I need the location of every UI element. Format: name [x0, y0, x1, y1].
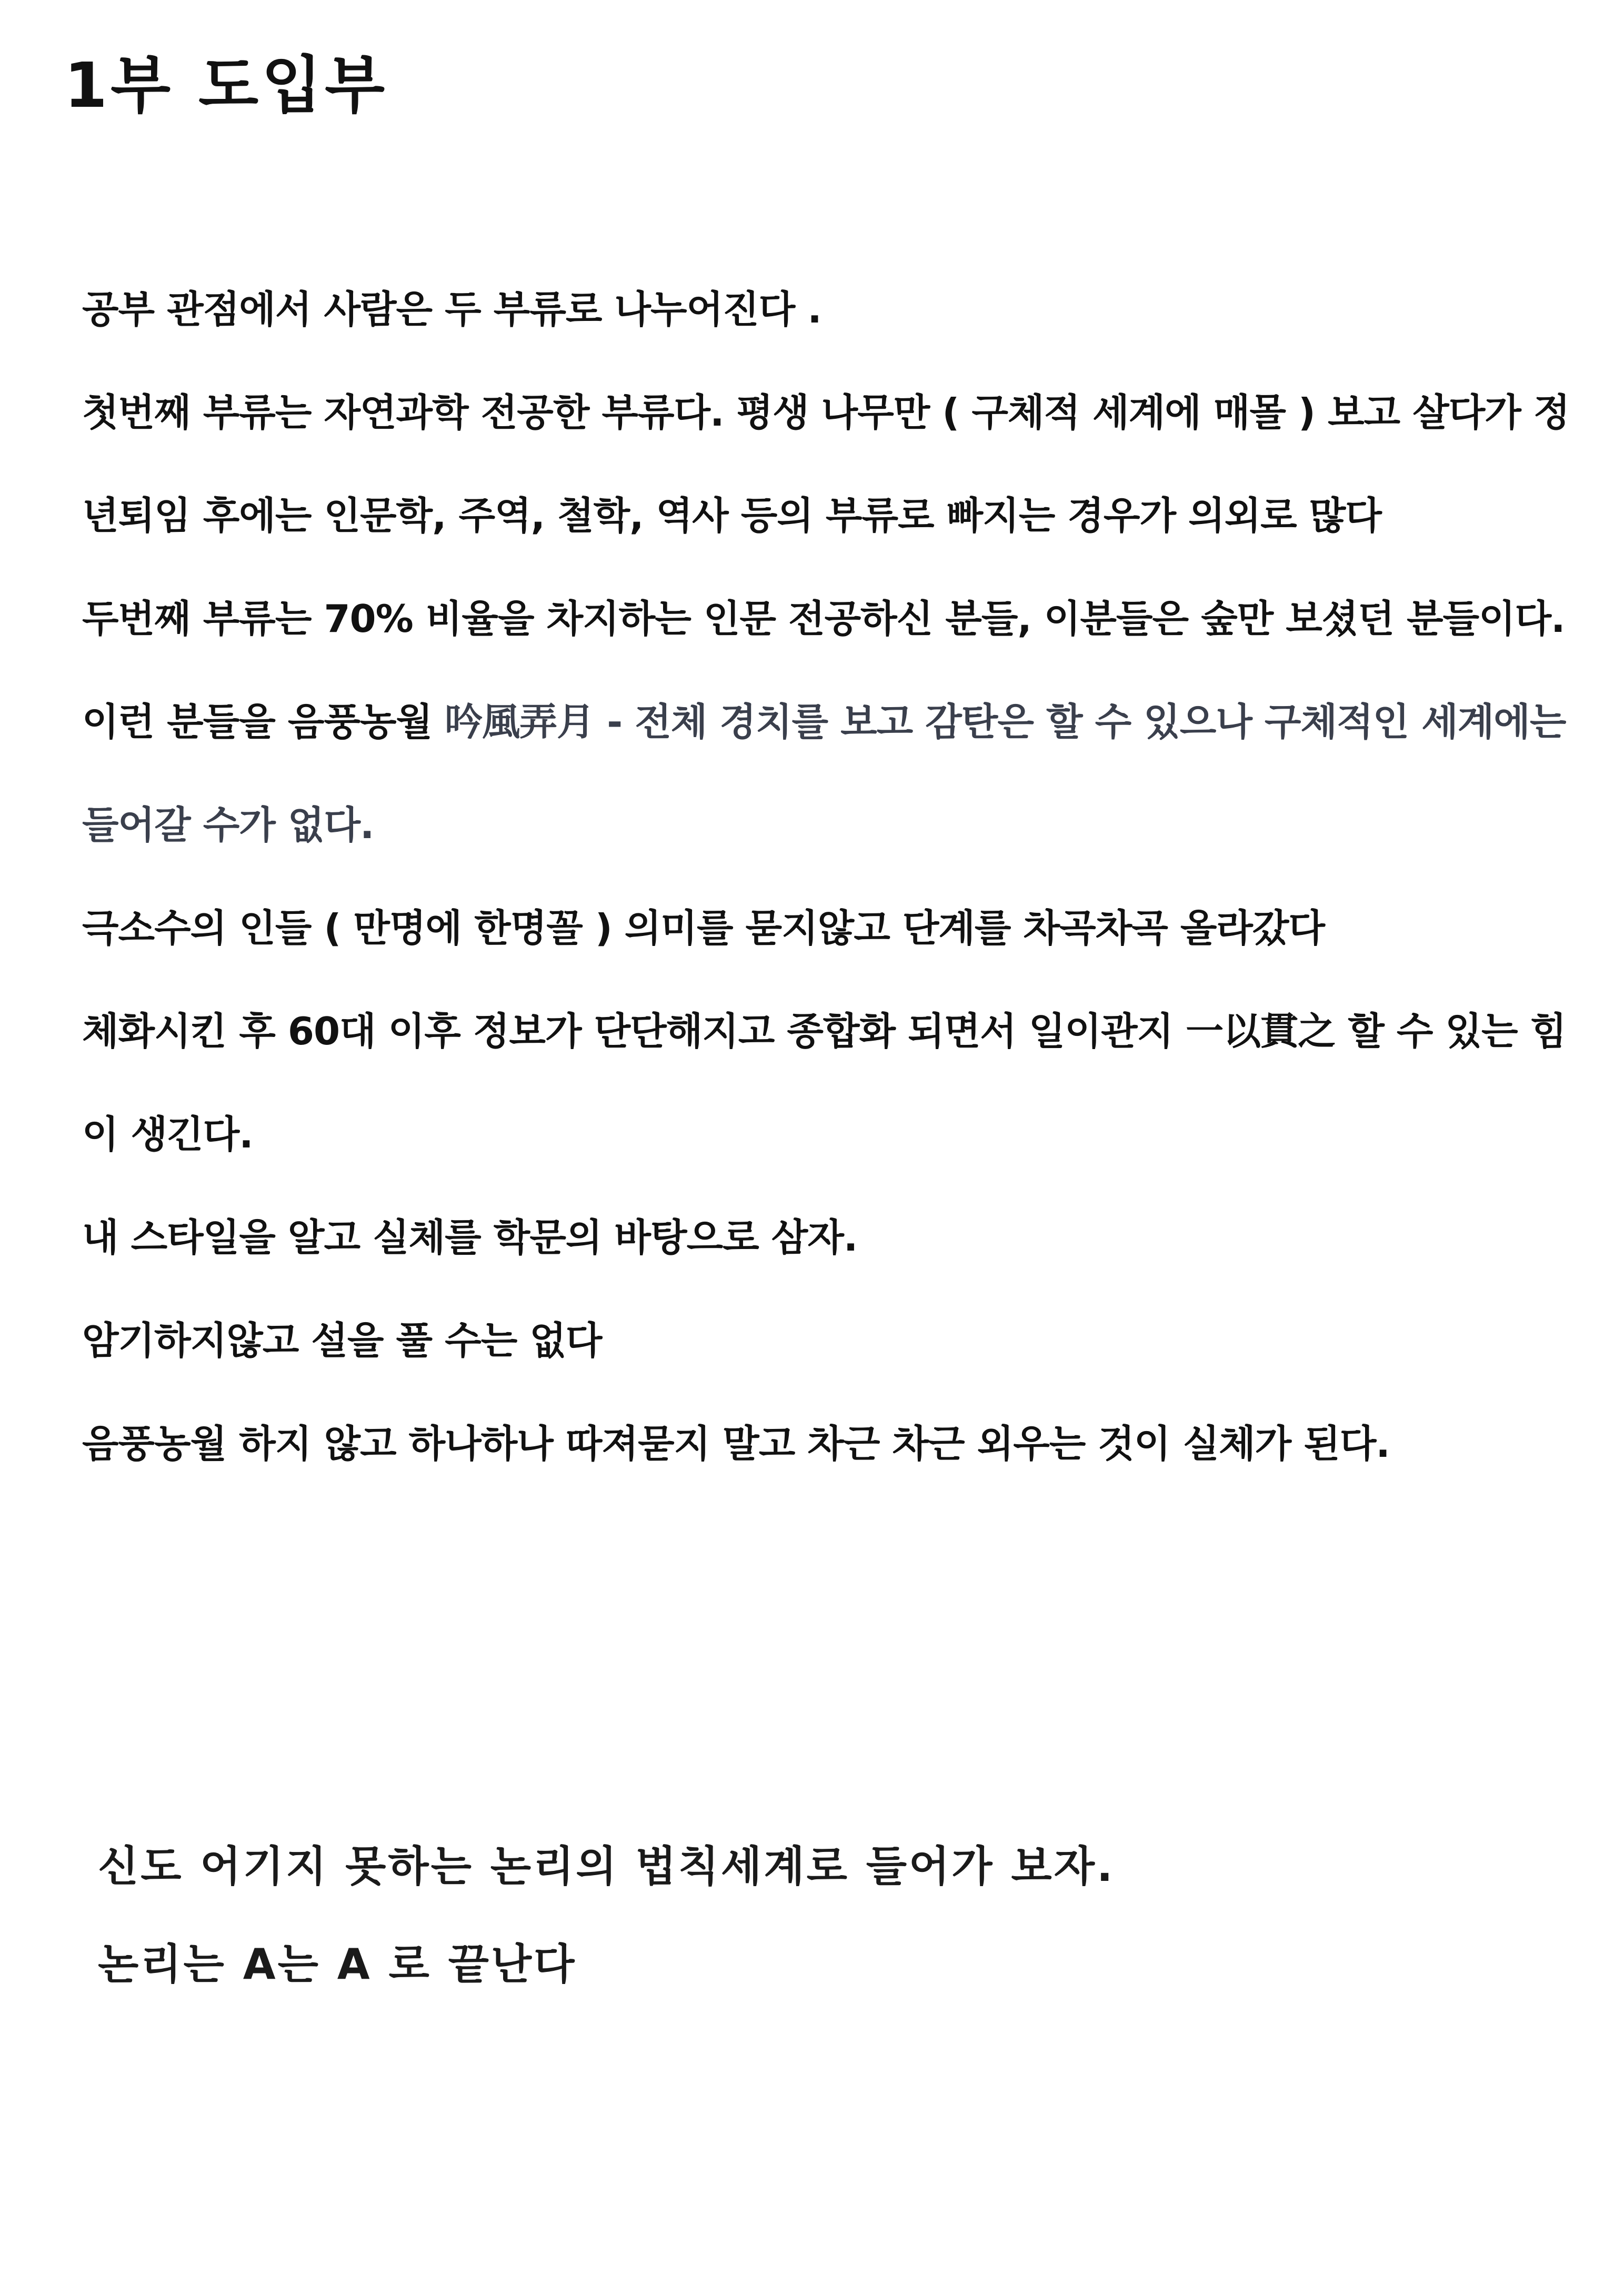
paragraph-line-5-lead: 이런 분들을 음풍농월 — [82, 700, 445, 744]
paragraph-line-6: 들어갈 수가 없다. — [82, 803, 374, 847]
paragraph-line-3: 년퇴임 후에는 인문학, 주역, 철학, 역사 등의 부류로 빠지는 경우가 의외로 많다 — [82, 494, 1381, 538]
paragraph-line-10: 내 스타일을 알고 실체를 학문의 바탕으로 삼자. — [82, 1215, 858, 1260]
paragraph-line-5 — [82, 670, 1587, 773]
closing-line-2: 논리는 A는 A 로 끝난다 — [98, 1940, 577, 1989]
paragraph-line-2: 첫번째 부류는 자연과학 전공한 부류다. 평생 나무만 ( 구체적 세계에 매몰 ) 보고 살다가 정 — [82, 390, 1570, 435]
paragraph-line-7: 극소수의 인들 ( 만명에 한명꼴 ) 의미를 묻지않고 단계를 차곡차곡 올라갔다 — [82, 906, 1325, 950]
paragraph-line-5-accent: 吟風弄月 - 전체 경치를 보고 감탄은 할 수 있으나 구체적인 세계에는 — [445, 700, 1566, 744]
paragraph-line-8: 체화시킨 후 60대 이후 정보가 단단해지고 종합화 되면서 일이관지 一以貫之 할 수 있는 힘 — [82, 1009, 1567, 1053]
body-text — [82, 258, 1587, 1495]
closing-text — [98, 1818, 1571, 2013]
paragraph-line-11: 암기하지않고 설을 풀 수는 없다 — [82, 1318, 602, 1363]
paragraph-line-12: 음풍농월 하지 않고 하나하나 따져묻지 말고 차근 차근 외우는 것이 실체가 된다. — [82, 1422, 1390, 1466]
paragraph-line-4: 두번째 부류는 70% 비율을 차지하는 인문 전공하신 분들, 이분들은 숲만 보셨던 분들이다. — [82, 597, 1565, 641]
paragraph-line-1: 공부 관점에서 사람은 두 부류로 나누어진다 . — [82, 287, 821, 331]
closing-line-1: 신도 어기지 못하는 논리의 법칙세계로 들어가 보자. — [98, 1842, 1115, 1891]
page-title: 1부 도입부 — [64, 49, 388, 122]
paragraph-line-9: 이 생긴다. — [82, 1112, 253, 1156]
